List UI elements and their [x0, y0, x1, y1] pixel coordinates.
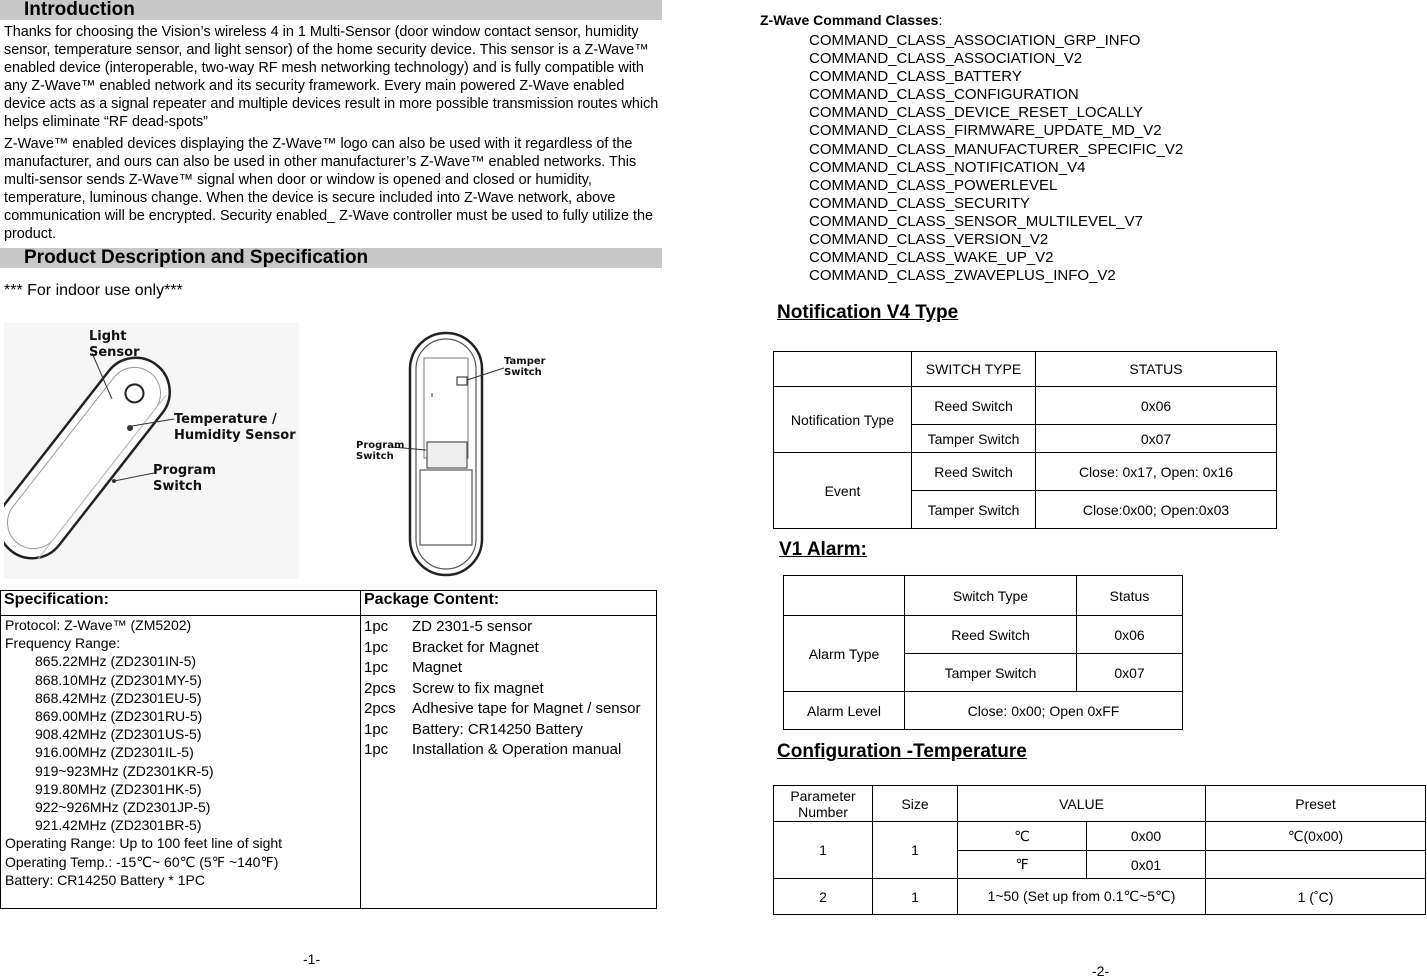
package-item — [364, 740, 652, 761]
notif-col-switch-type: SWITCH TYPE — [912, 352, 1036, 387]
label-program-line1: Program — [153, 463, 216, 478]
v1-tamper-status: 0x07 — [1077, 654, 1183, 692]
package-list — [364, 617, 652, 761]
label-program-switch-interior — [356, 440, 404, 462]
config-r1-unit-c: ℃ — [958, 822, 1087, 851]
notif-tamper-switch: Tamper Switch — [912, 425, 1036, 453]
v1-tamper-switch: Tamper Switch — [905, 654, 1077, 692]
event-reed-status: Close: 0x17, Open: 0x16 — [1036, 453, 1277, 491]
config-col-preset: Preset — [1206, 786, 1426, 822]
v1-alarm-level-value: Close: 0x00; Open 0xFF — [905, 692, 1183, 730]
package-item-qty: 1pc — [364, 720, 389, 738]
label-temp-humidity — [174, 412, 296, 444]
command-class-item: COMMAND_CLASS_ASSOCIATION_GRP_INFO — [809, 32, 1141, 49]
label-temp-line2: Humidity Sensor — [174, 428, 296, 443]
package-item-name: ZD 2301-5 sensor — [412, 618, 533, 635]
v1-reed-status: 0x06 — [1077, 616, 1183, 654]
notif-reed-switch: Reed Switch — [912, 387, 1036, 425]
command-class-item: COMMAND_CLASS_NOTIFICATION_V4 — [809, 158, 1086, 176]
package-item — [364, 617, 652, 638]
package-box — [360, 590, 657, 909]
spec-line: 921.42MHz (ZD2301BR-5) — [35, 817, 202, 834]
command-class-item: COMMAND_CLASS_SENSOR_MULTILEVEL_V7 — [809, 212, 1143, 230]
spec-line: 865.22MHz (ZD2301IN-5) — [35, 653, 197, 670]
config-r1-unit-f: ℉ — [958, 851, 1087, 879]
package-item-qty: 1pc — [364, 638, 389, 656]
command-class-item: COMMAND_CLASS_CONFIGURATION — [809, 86, 1079, 104]
notification-table — [773, 351, 1277, 529]
config-r1-code-f: 0x01 — [1087, 851, 1206, 879]
specification-list — [5, 616, 282, 889]
spec-line: 868.42MHz (ZD2301EU-5) — [35, 689, 202, 706]
package-item-name: Installation & Operation manual — [412, 741, 622, 758]
command-class-item: COMMAND_CLASS_POWERLEVEL — [809, 176, 1058, 194]
config-col-parameter — [774, 786, 873, 822]
label-tamper-switch — [504, 356, 546, 378]
package-item-name: Screw to fix magnet — [412, 679, 544, 697]
sensor-interior-figure — [354, 330, 554, 580]
v1-alarm-level-label: Alarm Level — [784, 692, 905, 730]
config-r2-size: 1 — [873, 879, 958, 915]
command-class-item: COMMAND_CLASS_MANUFACTURER_SPECIFIC_V2 — [809, 140, 1184, 158]
config-r1-code-c: 0x00 — [1087, 822, 1206, 851]
event-tamper-switch: Tamper Switch — [912, 491, 1036, 529]
label-light-sensor — [89, 329, 140, 361]
command-class-item: COMMAND_CLASS_ASSOCIATION_V2 — [809, 50, 1083, 68]
specification-heading: Specification: — [4, 591, 109, 608]
intro-paragraph-2: Z-Wave™ enabled devices displaying the Z-Wave™ logo can also be used with it regardless of the manufacturer, and ours can also be used in other manufacturer’s Z-Wave™ enabled networks. This multi-sensor sends Z-Wave™ signal when door or window is opened and closed or humidity, temperature, luminous change. When the device is secure included into Z-Wave network, above communication will be encrypted. Security enabled_ Z-Wave controller must be used to fully utilize the product. — [4, 136, 653, 242]
command-class-item: COMMAND_CLASS_DEVICE_RESET_LOCALLY — [809, 104, 1143, 122]
package-item-qty: 2pcs — [364, 679, 396, 697]
command-class-item: COMMAND_CLASS_SECURITY — [809, 194, 1030, 212]
config-r2-value: 1~50 (Set up from 0.1℃~5℃) — [958, 879, 1206, 915]
indoor-note: *** For indoor use only*** — [4, 282, 183, 299]
package-item — [364, 699, 652, 720]
spec-line: Frequency Range: — [5, 635, 121, 652]
spec-line: Protocol: Z-Wave™ (ZM5202) — [5, 617, 192, 633]
command-classes-list — [809, 32, 1183, 285]
v1-alarm-heading: V1 Alarm: — [779, 539, 867, 560]
label-light-sensor-line2: Sensor — [89, 345, 140, 360]
notification-heading: Notification V4 Type — [777, 302, 959, 323]
spec-line: 919.80MHz (ZD2301HK-5) — [35, 780, 202, 797]
notif-corner-cell — [774, 352, 912, 387]
package-item-name: Magnet — [412, 659, 463, 676]
label-tamper-line2: Switch — [504, 367, 542, 378]
sensor-exterior-drawing — [4, 323, 299, 579]
package-item-qty: 2pcs — [364, 700, 396, 717]
config-r2-param: 2 — [774, 879, 873, 915]
notif-reed-status: 0x06 — [1036, 387, 1277, 425]
package-item — [364, 638, 652, 659]
package-item-name: Battery: CR14250 Battery — [412, 720, 583, 738]
v1-reed-switch: Reed Switch — [905, 616, 1077, 654]
label-program-interior-line2: Switch — [356, 451, 394, 462]
config-col-parameter-line1: Parameter — [790, 787, 856, 804]
command-classes-colon: : — [938, 12, 943, 28]
command-class-item: COMMAND_CLASS_ZWAVEPLUS_INFO_V2 — [809, 267, 1116, 285]
product-heading: Product Description and Specification — [0, 248, 662, 268]
package-item-qty: 1pc — [364, 741, 389, 758]
label-tamper-line1: Tamper — [504, 356, 546, 367]
label-temp-line1: Temperature / — [174, 412, 277, 427]
command-classes-title — [760, 12, 942, 28]
notif-tamper-status: 0x07 — [1036, 425, 1277, 453]
config-r1-size: 1 — [873, 822, 958, 879]
page-number-right: -2- — [1092, 963, 1110, 979]
config-temperature-table — [773, 785, 1426, 915]
label-program-line2: Switch — [153, 479, 203, 494]
package-heading: Package Content: — [364, 591, 500, 608]
v1-alarm-type-label: Alarm Type — [784, 616, 905, 692]
spec-line: Operating Range: Up to 100 feet line of sight — [5, 835, 283, 852]
package-item-qty: 1pc — [364, 618, 389, 635]
spec-line: 869.00MHz (ZD2301RU-5) — [35, 708, 203, 725]
config-r1-param: 1 — [774, 822, 873, 879]
event-reed-switch: Reed Switch — [912, 453, 1036, 491]
command-class-item: COMMAND_CLASS_BATTERY — [809, 68, 1022, 86]
package-item-qty: 1pc — [364, 659, 389, 676]
intro-heading: Introduction — [0, 0, 662, 20]
event-label: Event — [774, 453, 912, 529]
config-r1-preset-empty — [1206, 851, 1426, 879]
specification-box — [0, 590, 361, 909]
command-classes-title-text: Z-Wave Command Classes — [760, 12, 939, 28]
spec-line: Operating Temp.: -15℃~ 60℃ (5℉ ~140℉) — [5, 853, 279, 870]
v1-corner-cell — [784, 576, 905, 616]
config-col-parameter-line2: Number — [798, 803, 848, 820]
package-item — [364, 720, 652, 741]
package-item — [364, 679, 652, 700]
label-program-interior-line1: Program — [356, 440, 405, 451]
command-class-item: COMMAND_CLASS_WAKE_UP_V2 — [809, 249, 1054, 267]
sensor-exterior-figure — [4, 323, 299, 579]
v1-col-switch-type: Switch Type — [905, 576, 1077, 616]
config-r1-preset: ℃(0x00) — [1206, 822, 1426, 851]
command-class-item: COMMAND_CLASS_FIRMWARE_UPDATE_MD_V2 — [809, 122, 1162, 140]
config-col-size: Size — [873, 786, 958, 822]
v1-col-status: Status — [1077, 576, 1183, 616]
notif-type-label: Notification Type — [774, 387, 912, 453]
command-class-item: COMMAND_CLASS_VERSION_V2 — [809, 231, 1049, 249]
package-item — [364, 658, 652, 679]
config-r2-preset: 1 (˚C) — [1206, 879, 1426, 915]
spec-line: Battery: CR14250 Battery * 1PC — [5, 871, 205, 888]
package-item-name: Adhesive tape for Magnet / sensor — [412, 700, 641, 717]
spec-line: 919~923MHz (ZD2301KR-5) — [35, 762, 214, 779]
spec-line: 916.00MHz (ZD2301IL-5) — [35, 744, 194, 761]
config-temperature-heading: Configuration -Temperature — [777, 741, 1027, 762]
label-light-sensor-line1: Light — [89, 329, 127, 344]
spec-line: 922~926MHz (ZD2301JP-5) — [35, 799, 211, 816]
event-tamper-status: Close:0x00; Open:0x03 — [1036, 491, 1277, 529]
intro-paragraph-1: Thanks for choosing the Vision’s wireless 4 in 1 Multi-Sensor (door window contact sensor, humidity sensor, temperature sensor, and light sensor) of the home security device. This sensor is a Z-Wave™ enabled device (interoperable, two-way RF mesh networking technology) and is fully compatible with any Z-Wave™ enabled network and its security framework. Every main powered Z-Wave enabled device acts as a signal repeater and multiple devices result in more possible transmission routes which helps eliminate “RF dead-spots” — [4, 24, 659, 130]
spec-line: 868.10MHz (ZD2301MY-5) — [35, 671, 202, 688]
config-col-value: VALUE — [958, 786, 1206, 822]
v1-alarm-table — [783, 575, 1183, 730]
page-number-left: -1- — [303, 951, 321, 967]
spec-line: 908.42MHz (ZD2301US-5) — [35, 726, 202, 743]
notif-col-status: STATUS — [1036, 352, 1277, 387]
label-program-switch — [153, 463, 216, 495]
package-item-name: Bracket for Magnet — [412, 638, 539, 656]
